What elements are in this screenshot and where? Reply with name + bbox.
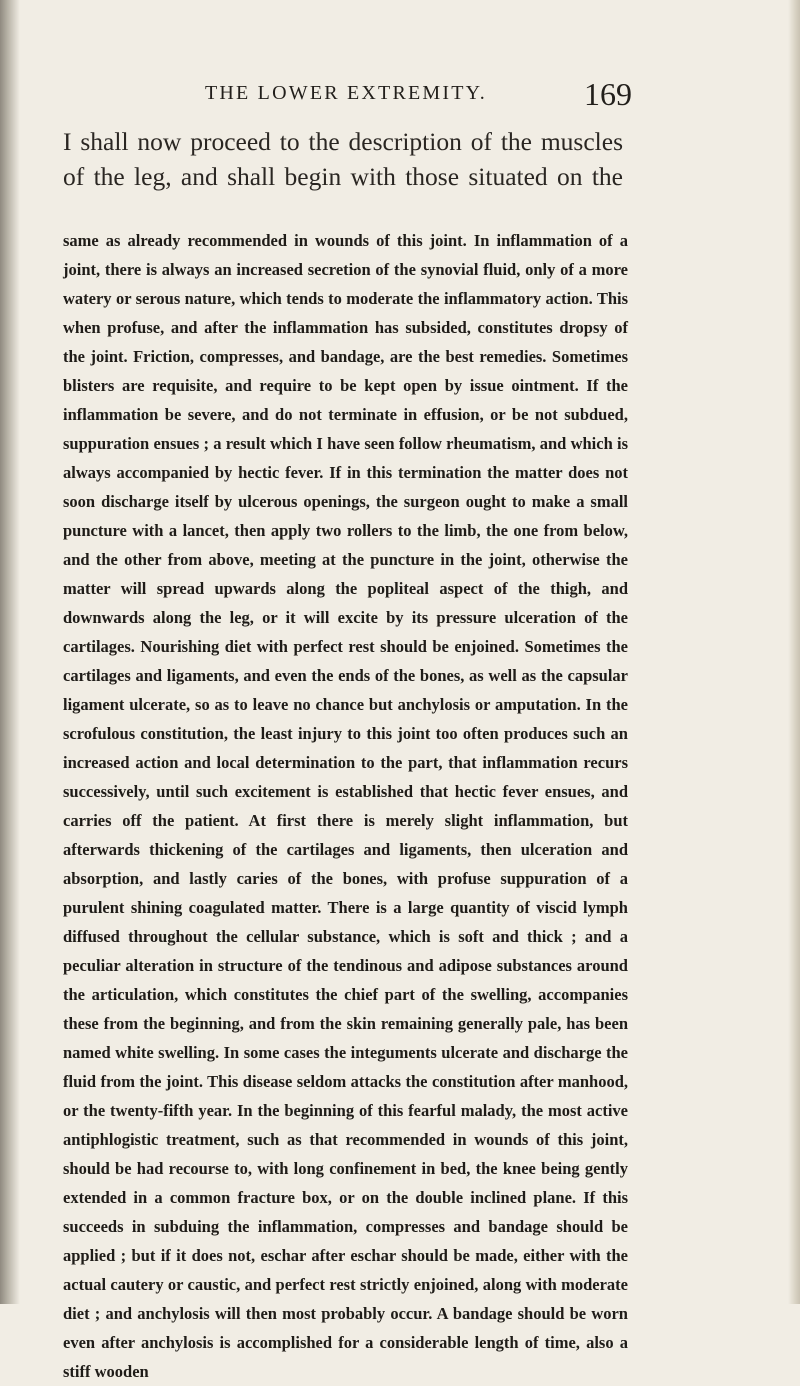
page-number: 169 xyxy=(584,76,632,112)
page-gutter-shadow xyxy=(0,0,20,1304)
page-edge xyxy=(788,0,800,1304)
running-head: THE LOWER EXTREMITY. xyxy=(205,82,487,104)
body-paragraph: same as already recommended in wounds of this joint. In inflammation of a joint, there is always an increased secretion of the synovial fluid, only of a more watery or serous nature, which tends to moderate the inflammatory action. This when profuse, and after the inflammation has subsided, constitutes dropsy of the joint. Friction, compresses, and bandage, are the best remedies. Sometimes blisters are requisite, and require to be kept open by issue ointment. If the inflammation be severe, and do not terminate in effusion, or be not subdued, suppuration ensues ; a result which I have seen follow rheumatism, and which is always accompanied by hectic fever. If in this termination the matter does not soon discharge itself by ulcerous openings, the surgeon ought to make a small puncture with a lancet, then apply two rollers to the limb, the one from below, and the other from above, meeting at the puncture in the joint, otherwise the matter will spread upwards along the popliteal aspect of the thigh, and downwards along the leg, or it will excite by its pressure ulceration of the cartilages. Nourishing diet with perfect rest should be enjoined. Sometimes the cartilages and ligaments, and even the ends of the bones, as well as the capsular ligament ulcerate, so as to leave no chance but anchylosis or amputation. In the scrofulous constitution, the least injury to this joint too often produces such an increased action and local determination to the part, that inflammation recurs successively, until such excitement is established that hectic fever ensues, and carries off the patient. At first there is merely slight inflammation, but afterwards thickening of the cartilages and ligaments, then ulceration and absorption, and lastly caries of the bones, with profuse suppuration of a purulent shining coagulated matter. There is a large quantity of viscid lymph diffused throughout the cellular substance, which is soft and thick ; and a peculiar alteration in structure of the tendinous and adipose substances around the articulation, which constitutes the chief part of the swelling, accompanies these from the beginning, and from the skin remaining generally pale, has been named white swelling. In some cases the integuments ulcerate and discharge the fluid from the joint. This disease seldom attacks the constitution after manhood, or the twenty-fifth year. In the beginning of this fearful malady, the most active antiphlogistic treatment, such as that recommended in wounds of this joint, should be had recourse to, with long confinement in bed, the knee being gently extended in a common fracture box, or on the double inclined plane. If this succeeds in subduing the inflammation, compresses and bandage should be applied ; but if it does not, eschar after eschar should be made, either with the actual cautery or caustic, and perfect rest strictly enjoined, along with moderate diet ; and anchylosis will then most probably occur. A bandage should be worn even after anchylosis is accomplished for a considerable length of time, also a stiff wooden xyxy=(63,231,628,1381)
lead-paragraph: I shall now proceed to the description of the muscles of the leg, and shall begin with those situated on the xyxy=(63,127,623,191)
